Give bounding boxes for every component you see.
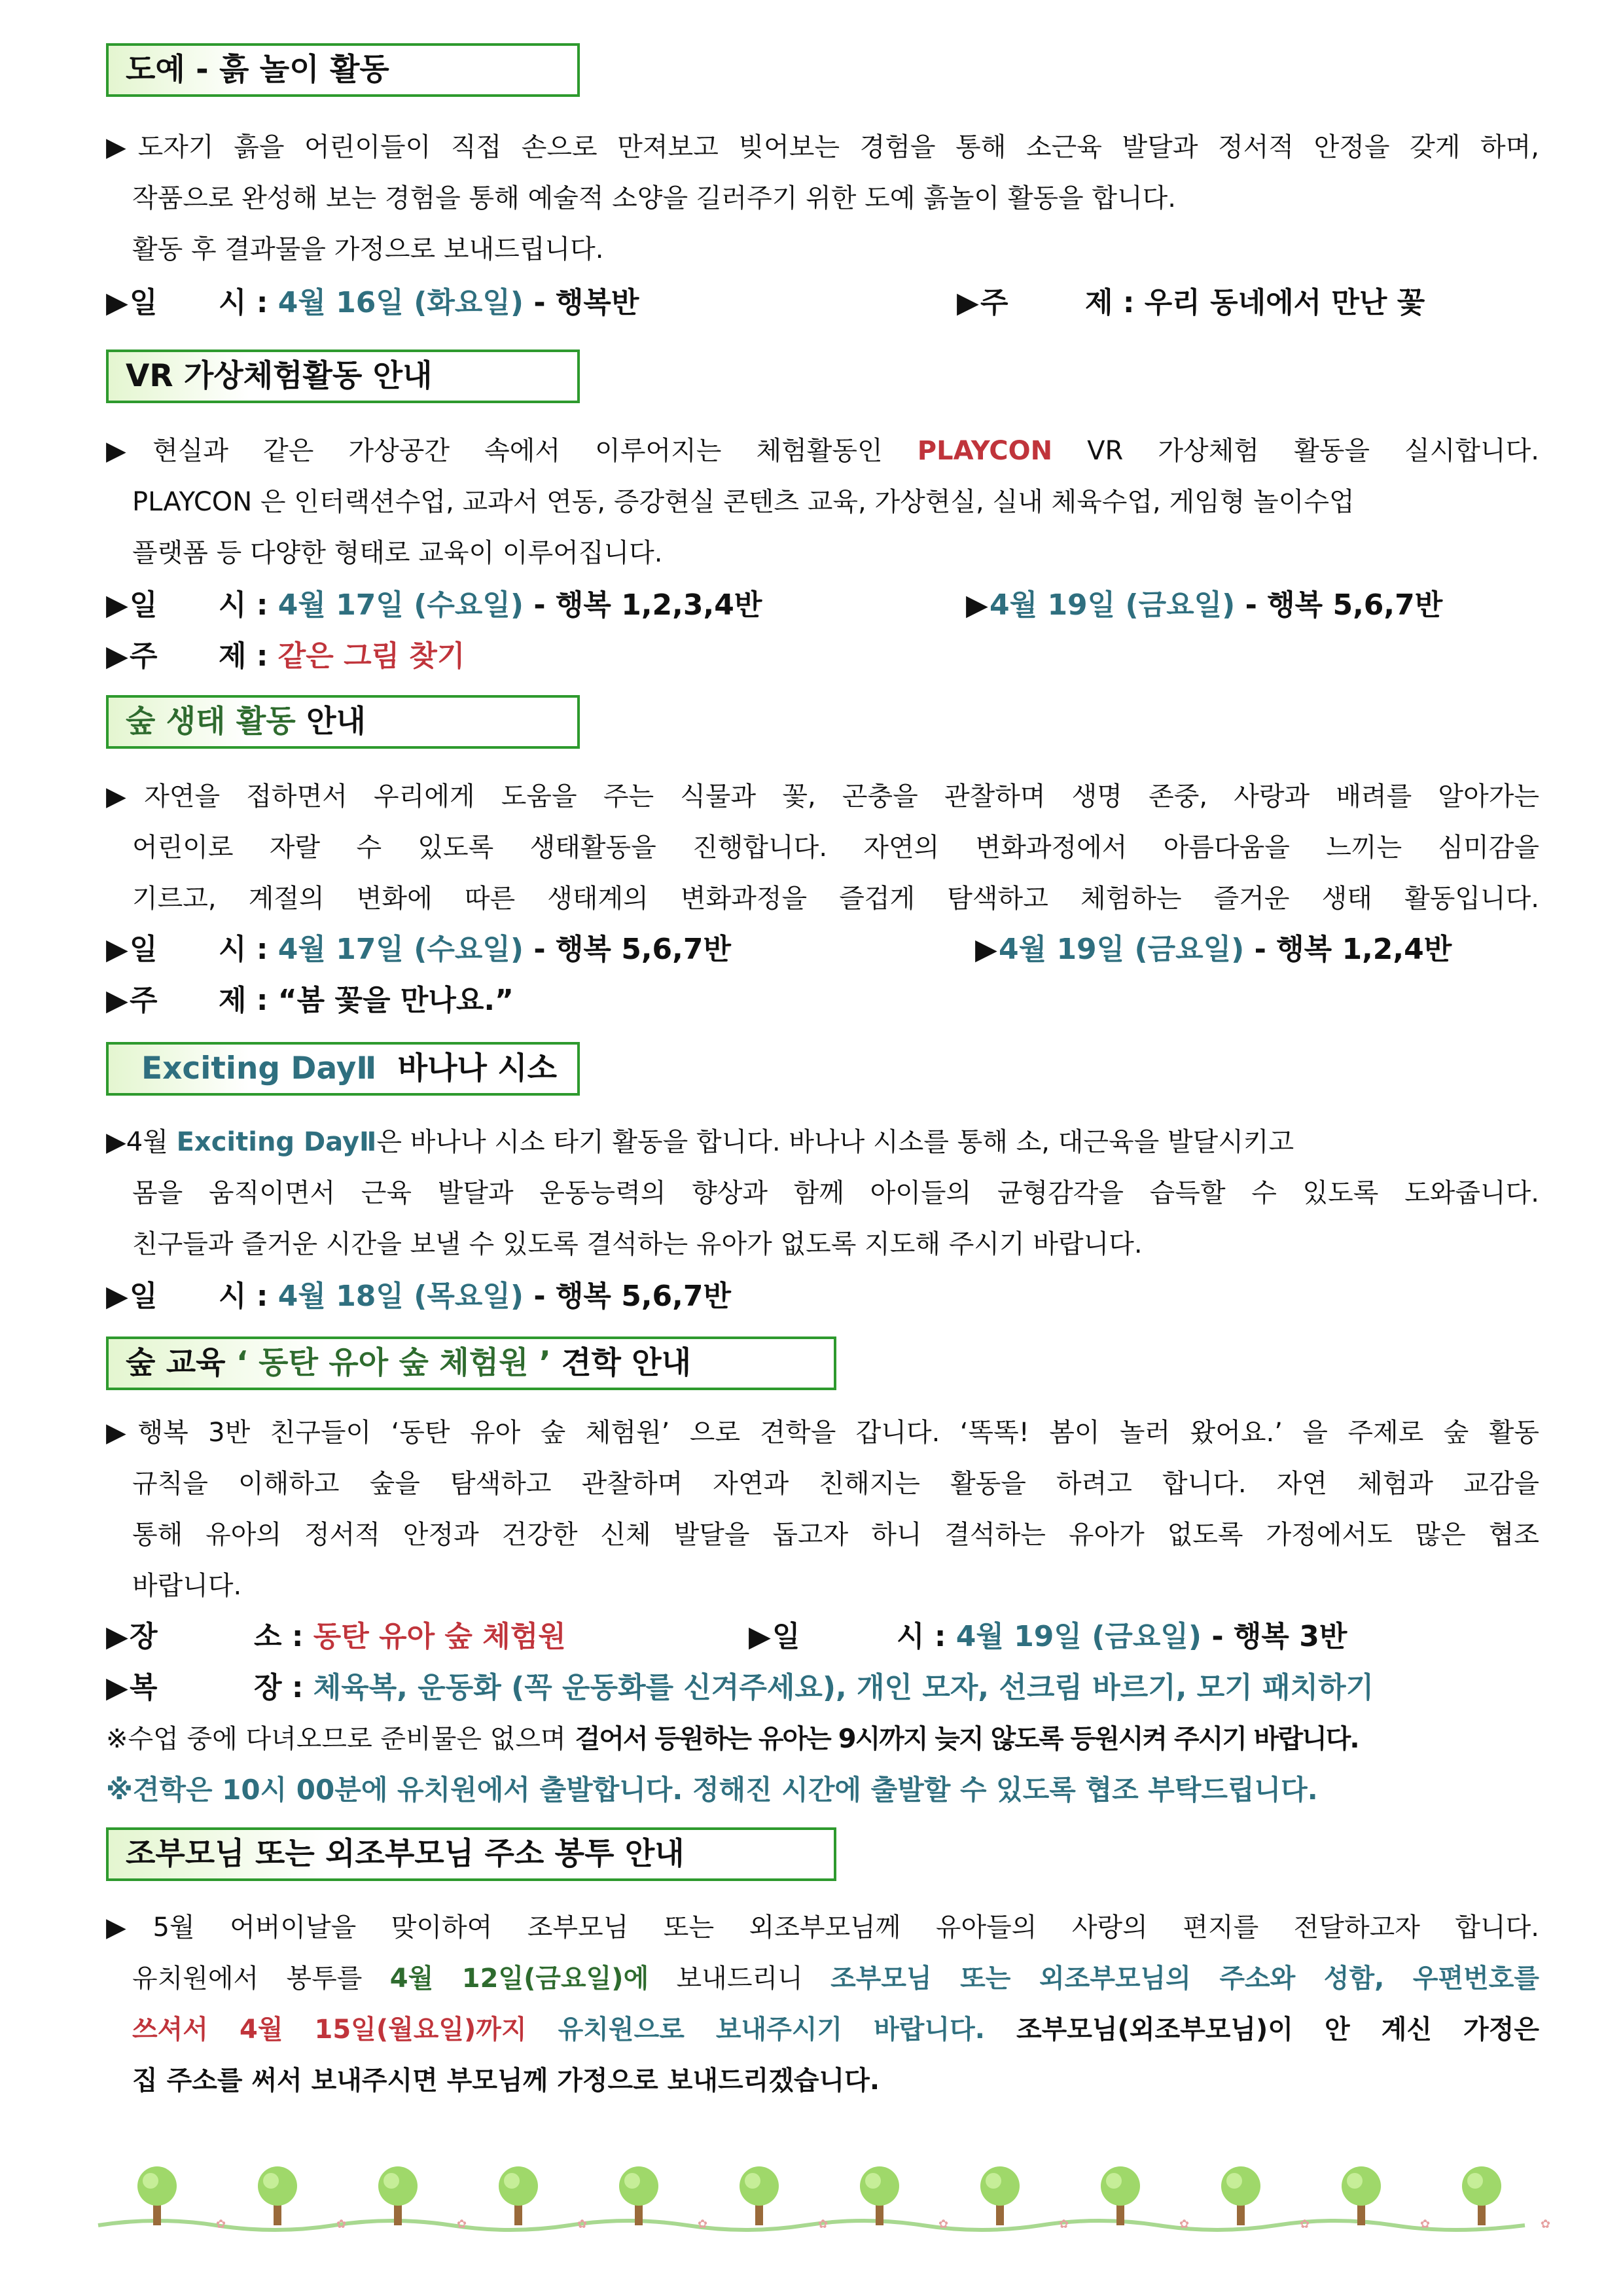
tree-icon — [378, 2166, 418, 2225]
theme-label: 주 — [980, 286, 1008, 319]
fieldtrip-note-2: ※견학은 10시 00분에 유치원에서 출발합니다. 정해진 시간에 출발할 수 있도록 협조 부탁드립니다. — [106, 1774, 1318, 1806]
date-label-colon: 시 : — [897, 1620, 946, 1653]
exciting-date: 4월 18일 (목요일) — [277, 1280, 524, 1313]
flower-icon: ✿ — [1420, 2217, 1431, 2231]
forest-title-suffix: 안내 — [306, 704, 366, 740]
tree-icon — [860, 2166, 899, 2225]
pottery-description — [106, 122, 1539, 275]
vr-date-2: 4월 19일 (금요일) — [990, 588, 1236, 622]
date-label: 일 — [130, 1280, 158, 1313]
pottery-schedule-row — [106, 278, 639, 329]
forest-schedule-row — [106, 924, 731, 975]
vr-desc-line: PLAYCON 은 인터랙션수업, 교과서 연동, 증강현실 콘텐츠 교육, 가상현실, 실내 체육수업, 게임형 놀이수업 — [132, 487, 1355, 517]
forest-class-2: - 행복 1,2,4반 — [1254, 933, 1452, 966]
playcon-brand: PLAYCON — [917, 436, 1053, 466]
tree-border-decoration — [98, 2160, 1551, 2238]
envelope-return-date: 4월 15일(월요일)까지 — [239, 2015, 527, 2045]
vr-title — [106, 350, 580, 403]
exciting-schedule-row — [106, 1271, 731, 1322]
arrow-icon: ▶ — [966, 588, 988, 622]
vr-title-text: VR 가상체험활동 안내 — [126, 358, 433, 394]
fieldtrip-title-text: 숲 교육 — [126, 1345, 226, 1381]
tree-icon — [1101, 2166, 1140, 2225]
flower-icon: ✿ — [336, 2217, 347, 2231]
tree-icon — [619, 2166, 658, 2225]
arrow-icon: ▶ — [106, 984, 128, 1017]
exciting-description — [106, 1117, 1539, 1270]
vr-desc-line: 플랫폼 등 다양한 형태로 교육이 이루어집니다. — [132, 538, 663, 568]
theme-label: 주 — [130, 639, 158, 673]
date-label: 일 — [772, 1620, 800, 1653]
forest-schedule-row-2 — [975, 924, 1452, 975]
tree-icon — [1342, 2166, 1381, 2225]
date-label: 일 — [130, 286, 158, 319]
arrow-icon: ▶ — [106, 639, 128, 673]
tree-icon — [1462, 2166, 1501, 2225]
flower-icon: ✿ — [698, 2217, 708, 2231]
theme-label-colon: 제 : — [219, 639, 268, 673]
envelope-desc-line: 유치원에서 봉투를 4월 12일(금요일)에 보내드리니 조부모님 또는 외조부모님의 주소와 성함, 우편번호를 — [132, 1964, 1540, 1994]
vr-theme: 같은 그림 찾기 — [277, 639, 465, 673]
fieldtrip-note-1: ※수업 중에 다녀오므로 준비물은 없으며 걸어서 등원하는 유아는 9시까지 늦지 않도록 등원시켜 주시기 바랍니다. — [106, 1724, 1359, 1754]
arrow-icon: ▶ — [749, 1620, 771, 1653]
fieldtrip-dress-row — [106, 1662, 1374, 1713]
exciting-brand: Exciting DayⅡ — [176, 1127, 377, 1157]
fieldtrip-desc-line: 바랍니다. — [132, 1571, 242, 1601]
pottery-theme-row — [957, 278, 1425, 329]
vr-class-1: - 행복 1,2,3,4반 — [533, 588, 762, 622]
flower-icon: ✿ — [938, 2217, 949, 2231]
forest-date-1: 4월 17일 (수요일) — [277, 933, 524, 966]
arrow-icon: ▶ — [106, 1280, 128, 1313]
arrow-icon: ▶ — [975, 933, 997, 966]
forest-description — [106, 771, 1539, 924]
flower-icon: ✿ — [1541, 2217, 1551, 2231]
tree-icon — [499, 2166, 538, 2225]
pottery-title-text: 도예 - 흙 놀이 활동 — [126, 52, 389, 88]
forest-title-text: 숲 생태 활동 — [126, 704, 296, 740]
pottery-desc-line: ▶도자기 흙을 어린이들이 직접 손으로 만져보고 빚어보는 경험을 통해 소근육 발달과 정서적 안정을 갖게 하며, — [106, 132, 1539, 162]
envelope-desc-line: 쓰셔서 4월 15일(월요일)까지 유치원으로 보내주시기 바랍니다. 조부모님(외조부모님)이 안 계신 가정은 — [132, 2015, 1539, 2045]
date-label: 일 — [130, 933, 158, 966]
fieldtrip-desc-line: 통해 유아의 정서적 안정과 건강한 신체 발달을 돕고자 하니 결석하는 유아가 없도록 가정에서도 많은 협조 — [132, 1520, 1539, 1550]
envelope-description — [106, 1902, 1539, 2106]
exciting-title — [106, 1042, 580, 1096]
exciting-desc-line: ▶4월 Exciting DayⅡ은 바나나 시소 타기 활동을 합니다. 바나나 시소를 통해 소, 대근육을 발달시키고 — [106, 1127, 1294, 1157]
vr-schedule-row — [106, 580, 762, 631]
theme-label-colon: 제 : — [1085, 286, 1135, 319]
exciting-title-suffix: 바나나 시소 — [397, 1050, 558, 1086]
exciting-desc-line: 몸을 움직이면서 근육 발달과 운동능력의 향상과 함께 아이들의 균형감각을 습득할 수 있도록 도와줍니다. — [132, 1178, 1539, 1208]
tree-icon — [980, 2166, 1020, 2225]
fieldtrip-desc-line: 규칙을 이해하고 숲을 탐색하고 관찰하며 자연과 친해지는 활동을 하려고 합니다. 자연 체험과 교감을 — [132, 1469, 1539, 1499]
fieldtrip-place-row — [106, 1611, 566, 1662]
forest-desc-line: 기르고, 계절의 변화에 따른 생태계의 변화과정을 즐겁게 탐색하고 체험하는 즐거운 생태 활동입니다. — [132, 884, 1539, 914]
ground-line — [98, 2221, 1525, 2230]
forest-date-2: 4월 19일 (금요일) — [999, 933, 1245, 966]
date-label-colon: 시 : — [219, 588, 268, 622]
envelope-title — [106, 1827, 836, 1881]
tree-icon — [258, 2166, 297, 2225]
envelope-send-date: 4월 12일(금요일)에 — [389, 1964, 649, 1994]
arrow-icon: ▶ — [106, 933, 128, 966]
date-label-colon: 시 : — [219, 1280, 268, 1313]
arrow-icon: ▶ — [106, 1620, 128, 1653]
flower-icon: ✿ — [1059, 2217, 1069, 2231]
vr-description — [106, 425, 1539, 579]
flower-icon: ✿ — [1179, 2217, 1190, 2231]
forest-theme: “봄 꽃을 만나요.” — [277, 984, 514, 1017]
arrow-icon: ▶ — [957, 286, 979, 319]
arrow-icon: ▶ — [106, 286, 128, 319]
theme-label: 주 — [130, 984, 158, 1017]
flower-icon: ✿ — [1300, 2217, 1310, 2231]
pottery-title — [106, 43, 580, 97]
tree-icon — [740, 2166, 779, 2225]
fieldtrip-title — [106, 1336, 836, 1390]
flower-icon: ✿ — [216, 2217, 226, 2231]
pottery-desc-line: 활동 후 결과물을 가정으로 보내드립니다. — [132, 234, 604, 264]
vr-class-2: - 행복 5,6,7반 — [1245, 588, 1443, 622]
fieldtrip-note-bold: 걸어서 등원하는 유아는 9시까지 늦지 않도록 등원시켜 주시기 바랍니다. — [575, 1724, 1359, 1754]
arrow-icon: ▶ — [106, 1671, 128, 1704]
fieldtrip-description — [106, 1407, 1539, 1611]
exciting-class: - 행복 5,6,7반 — [533, 1280, 731, 1313]
pottery-desc-line: 작품으로 완성해 보는 경험을 통해 예술적 소양을 길러주기 위한 도예 흙놀이 활동을 합니다. — [132, 183, 1176, 213]
fieldtrip-desc-line: ▶행복 3반 친구들이 ‘동탄 유아 숲 체험원’ 으로 견학을 갑니다. ‘똑똑! 봄이 놀러 왔어요.’ 을 주제로 숲 활동 — [106, 1418, 1539, 1448]
place-label: 장 — [130, 1620, 158, 1653]
date-label-colon: 시 : — [219, 286, 268, 319]
fieldtrip-date-row — [749, 1611, 1347, 1662]
flower-icon: ✿ — [818, 2217, 829, 2231]
forest-theme-row — [106, 975, 514, 1026]
vr-theme-row — [106, 631, 465, 682]
forest-class-1: - 행복 5,6,7반 — [533, 933, 731, 966]
vr-schedule-row-2 — [966, 580, 1442, 631]
vr-desc-line: ▶현실과 같은 가상공간 속에서 이루어지는 체험활동인 PLAYCON VR 가상체험 활동을 실시합니다. — [106, 436, 1539, 466]
exciting-desc-line: 친구들과 즐거운 시간을 보낼 수 있도록 결석하는 유아가 없도록 지도해 주시기 바랍니다. — [132, 1229, 1143, 1259]
flower-icon: ✿ — [457, 2217, 467, 2231]
envelope-desc-line: 집 주소를 써서 보내주시면 부모님께 가정으로 보내드리겠습니다. — [132, 2066, 880, 2096]
place-label-colon: 소 : — [254, 1620, 304, 1653]
fieldtrip-title-place: ‘ 동탄 유아 숲 체험원 ’ — [236, 1345, 551, 1381]
fieldtrip-class: - 행복 3반 — [1211, 1620, 1347, 1653]
envelope-desc-line: ▶5월 어버이날을 맞이하여 조부모님 또는 외조부모님께 유아들의 사랑의 편지를 전달하고자 합니다. — [106, 1912, 1539, 1943]
date-label: 일 — [130, 588, 158, 622]
forest-desc-line: ▶자연을 접하면서 우리에게 도움을 주는 식물과 꽃, 곤충을 관찰하며 생명 존중, 사랑과 배려를 알아가는 — [106, 781, 1539, 812]
dress-label-colon: 장 : — [254, 1671, 304, 1704]
envelope-title-text: 조부모님 또는 외조부모님 주소 봉투 안내 — [126, 1836, 685, 1872]
pottery-date: 4월 16일 (화요일) — [277, 286, 524, 319]
forest-title — [106, 695, 580, 749]
pottery-class: - 행복반 — [533, 286, 639, 319]
pottery-theme: 우리 동네에서 만난 꽃 — [1144, 286, 1425, 319]
vr-date-1: 4월 17일 (수요일) — [277, 588, 524, 622]
tree-icon — [137, 2166, 177, 2225]
flower-icon: ✿ — [577, 2217, 588, 2231]
fieldtrip-place: 동탄 유아 숲 체험원 — [313, 1620, 566, 1653]
theme-label-colon: 제 : — [219, 984, 268, 1017]
forest-desc-line: 어린이로 자랄 수 있도록 생태활동을 진행합니다. 자연의 변화과정에서 아름다움을 느끼는 심미감을 — [132, 833, 1539, 863]
fieldtrip-date: 4월 19일 (금요일) — [955, 1620, 1202, 1653]
fieldtrip-title-suffix: 견학 안내 — [562, 1345, 692, 1381]
exciting-title-text: Exciting DayⅡ — [141, 1050, 377, 1086]
arrow-icon: ▶ — [106, 588, 128, 622]
dress-label: 복 — [130, 1671, 158, 1704]
date-label-colon: 시 : — [219, 933, 268, 966]
tree-icon — [1221, 2166, 1260, 2225]
fieldtrip-dress: 체육복, 운동화 (꼭 운동화를 신겨주세요), 개인 모자, 선크림 바르기, 모기 패치하기 — [313, 1671, 1374, 1704]
